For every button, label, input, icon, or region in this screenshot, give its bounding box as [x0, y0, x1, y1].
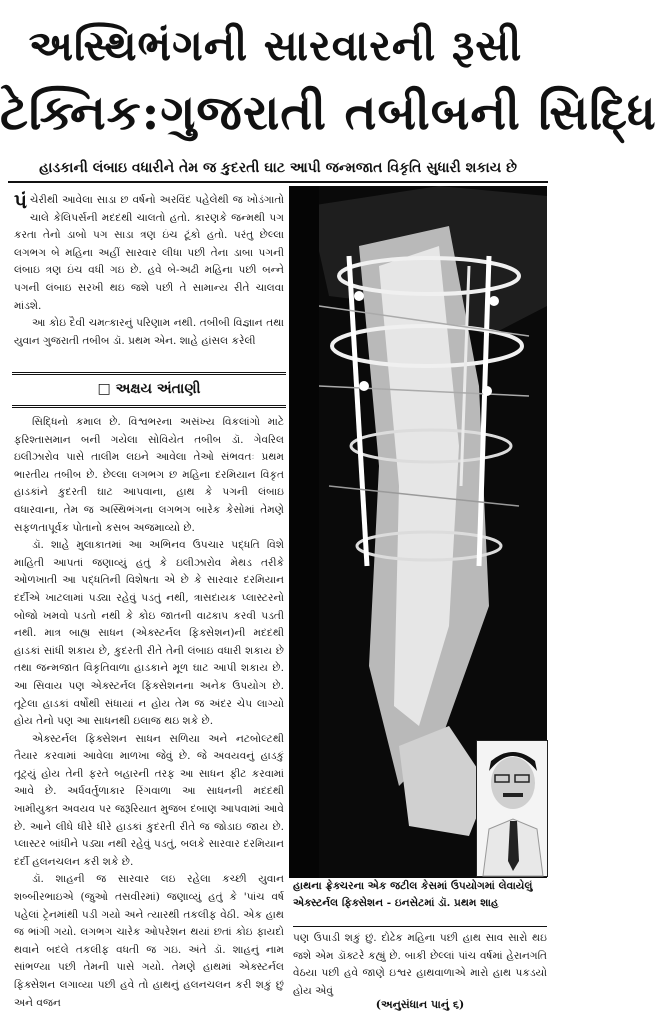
drop-cap: પં	[14, 189, 27, 213]
intro-paragraph-text: ચેરીથી આવેલા સાડા છ વર્ષનો અરવિંદ પહેલેથી જ ખોડંગાતો ચાલે કેલિપર્સની મદદથી ચાલતો હતો. કારણકે જન્મથી પગ કરતા તેનો ડાબો પગ સાડા ત્રણ ઇંચ ટૂંકો હતો. પરંતુ છેલ્લા લગભગ બે મહિના અહીં સારવાર લીધા પછી તેના ડાબા પગની લંબાઇ ત્રણ ઇંચ વધી ગઇ છે. હવે બે-અઢી મહિના પછી બન્ને પગની લંબાઇ સરખી થઇ જશે પછી તે સામાન્ય રીતે ચાલવા માંડશે.	[14, 194, 284, 312]
right-column-text	[293, 930, 547, 996]
body-paragraph: એક્સ્ટર્નલ ફિક્સેશન સાધન સળિયા અને નટબોલ્ટથી તૈયાર કરવામાં આવેલા માળખા જેવું છે. જે અવયવનું હાડકું તૂટ્યું હોય તેની ફરતે બહારની તરફ આ સાધન ફીટ કરવામાં આવે છે. અર્ધવર્તુળાકાર રિંગવાળા આ સાધનની મદદથી ખામીયુક્ત અવયવ પર જરૂરિયાત મુજબ દબાણ આપવામાં આવે છે. આને લીધે ધીરે ધીરે હાડકાં કુદરતી રીતે જ જોડાઇ જાય છે. પ્લાસ્ટર બાંધીને પડ્યા નથી રહેવું પડતું, બલકે સારવાર દરમિયાન દર્દી હલનચલન કરી શકે છે.	[14, 732, 284, 868]
continuation-note: (અનુસંધાન પાનું ૬)	[375, 998, 465, 1011]
byline	[12, 381, 286, 397]
byline-author: અક્ષય અંતાણી	[115, 381, 201, 397]
headline-line-2: ટેક્નિક:ગુજરાતી તબીબની સિદ્ધિ	[0, 85, 657, 141]
intro-paragraph	[14, 189, 284, 315]
doctor-portrait-graphic	[477, 741, 547, 876]
body-paragraph: સિદ્ધિનો કમાલ છે. વિશ્વભરના અસંખ્ય વિકલાંગો માટે ફરિશ્તાસમાન બની ગયેલા સોવિયેત તબીબ ડૉ. ગેવરિલ ઇલીઝારોવ પાસે તાલીમ લઇને આવેલા તેઓ સંભવતઃ પ્રથમ ભારતીય તબીબ છે. છેલ્લા લગભગ છ મહિના દરમિયાન વિકૃત હાડકાંને કુદરતી ઘાટ આપવાના, હાથ કે પગની લંબાઇ વધારવાના, તેમ જ અસ્થિભંગના લગભગ બારેક કેસોમાં તેમણે સફળતાપૂર્વક પોતાનો કસબ અજમાવ્યો છે.	[14, 416, 284, 534]
byline-box	[12, 372, 286, 408]
body-paragraph: ડૉ. શાહની જ સારવાર લઇ રહેલા કચ્છી યુવાન શબ્બીરભાઇએ (જુઓ તસવીરમાં) જણાવ્યું હતું કે 'પાંચ વર્ષ પહેલાં ટ્રેનમાંથી પડી ગયો અને ત્યારથી તકલીફ વેઠી. એક હાથ જ ભાંગી ગયો. લગભગ ચારેક ઓપરેશન થયાં છતાં કોઇ ફાયદો થવાને બદલે તકલીફ વધતી જ ગઇ. અંતે ડૉ. શાહનું નામ સાંભળ્યા પછી તેમની પાસે ગયો. તેમણે હાથમાં એક્સ્ટર્નલ ફિક્સેશન લગાવ્યા પછી હવે તો હાથનું હલનચલન કરી શકું છું અને વજન	[14, 873, 284, 1009]
subheadline: હાડકાની લંબાઇ વધારીને તેમ જ કુદરતી ઘાટ આપી જન્મજાત વિકૃતિ સુધારી શકાય છે	[39, 160, 517, 176]
caption-rule	[293, 926, 547, 927]
photo-caption: હાથના ફ્રેક્ચરના એક જટીલ કેસમાં ઉપયોગમાં લેવાયેલું એક્સ્ટર્નલ ફિક્સેશન - ઇનસેટમાં ડૉ. પ્રથમ શાહ	[293, 880, 533, 909]
intro-column	[14, 189, 284, 368]
right-column-paragraph: પણ ઉપાડી શકું છું. દોઢેક મહિના પછી હાથ સાવ સારો થઇ જશે એમ ડૉક્ટરે કહ્યું છે. બાકી છેલ્લાં પાંચ વર્ષમાં હેરાનગતિ વેઠયા પછી હવે જાણે ઇશ્વર હાથવાળાએ મારો હાથ પકડયો હોય એવું	[293, 932, 547, 997]
body-paragraph: ડૉ. શાહે મુલાકાતમાં આ અભિનવ ઉપચાર પદ્ધતિ વિશે માહિતી આપતાં જણાવ્યું હતું કે ઇલીઝારોવ મેથડ તરીકે ઓળખાતી આ પદ્ધતિની વિશેષતા એ છે કે સારવાર દરમિયાન દર્દીએ ખાટલામાં પડ્યા રહેવું પડતું નથી, ત્રાસદાયક પ્લાસ્ટરનો બોજો ખમવો પડતો નથી કે કોઇ જાતની વાઢકાપ કરવી પડતી નથી. માત્ર બાહ્ય સાધન (એક્સ્ટર્નલ ફિક્સેશન)ની મદદથી હાડકાં સાંધી શકાય છે, કુદરતી રીતે તેની લંબાઇ વધારી શકાય છે તથા જન્મજાત વિકૃતિવાળા હાડકાને મૂળ ઘાટ આપી શકાય છે. આ સિવાય પણ એક્સ્ટર્નલ ફિક્સેશનના અનેક ઉપયોગ છે. તૂટેલા હાડકાં વર્ષોથી સંધાયાં ન હોય તેમ જ અંદર ચેપ લાગ્યો હોય તેનો પણ આ સાધનથી ઇલાજ થઇ શકે છે.	[14, 539, 284, 728]
subheadline-rule	[8, 181, 548, 183]
headline-line-1: અસ્થિભંગની સારવારની રૂસી	[28, 21, 523, 70]
article-body	[14, 414, 284, 1022]
intro-paragraph: આ કોઇ દૈવી ચમત્કારનું પરિણામ નથી. તબીબી વિજ્ઞાન તથા યુવાન ગુજરાતી તબીબ ડૉ. પ્રથમ એન. શાહે હાંસલ કરેલી	[14, 317, 284, 347]
byline-square-icon: □	[97, 381, 111, 397]
doctor-inset-photo	[476, 740, 548, 877]
